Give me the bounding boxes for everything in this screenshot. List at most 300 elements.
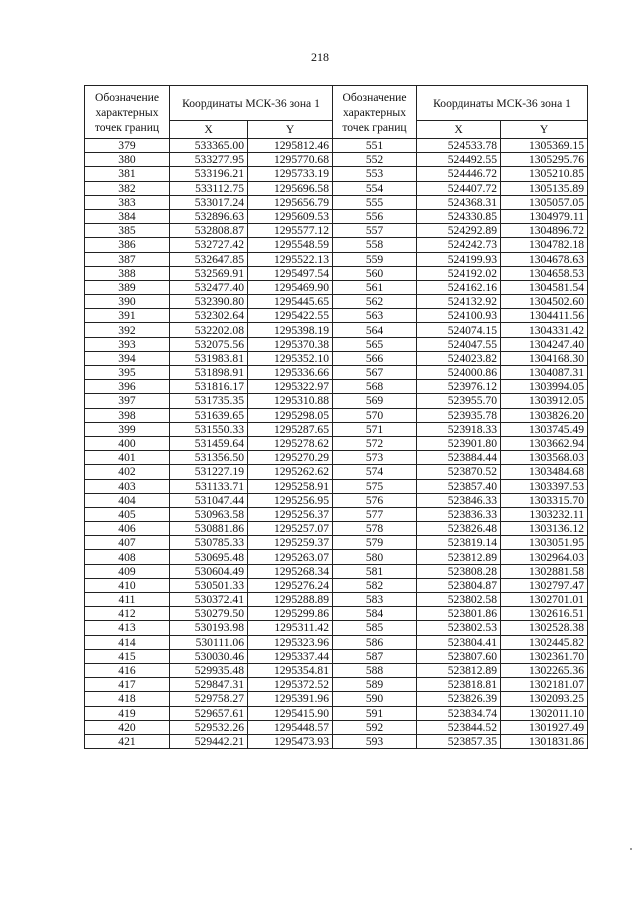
table-row bbox=[85, 734, 588, 748]
cell-y-right: 1304678.63 bbox=[501, 252, 588, 266]
cell-x-right: 523834.74 bbox=[417, 706, 501, 720]
cell-x-right: 523819.14 bbox=[417, 536, 501, 550]
cell-point-right: 581 bbox=[333, 564, 417, 578]
page-number: 218 bbox=[311, 50, 329, 64]
cell-x-left: 531459.64 bbox=[170, 436, 248, 450]
table-row bbox=[85, 621, 588, 635]
table-row bbox=[85, 295, 588, 309]
table-row bbox=[85, 578, 588, 592]
cell-y-left: 1295609.53 bbox=[248, 209, 333, 223]
table-row bbox=[85, 422, 588, 436]
cell-point-left: 395 bbox=[85, 366, 170, 380]
cell-point-left: 417 bbox=[85, 678, 170, 692]
cell-x-right: 524074.15 bbox=[417, 323, 501, 337]
cell-point-left: 408 bbox=[85, 550, 170, 564]
cell-x-right: 523802.53 bbox=[417, 621, 501, 635]
cell-point-left: 414 bbox=[85, 635, 170, 649]
cell-x-right: 523976.12 bbox=[417, 380, 501, 394]
cell-y-right: 1304168.30 bbox=[501, 351, 588, 365]
cell-x-right: 524292.89 bbox=[417, 224, 501, 238]
table-row bbox=[85, 224, 588, 238]
cell-point-right: 576 bbox=[333, 493, 417, 507]
cell-y-left: 1295445.65 bbox=[248, 295, 333, 309]
cell-point-right: 551 bbox=[333, 139, 417, 153]
cell-point-left: 390 bbox=[85, 295, 170, 309]
cell-y-left: 1295310.88 bbox=[248, 394, 333, 408]
table-row bbox=[85, 507, 588, 521]
cell-x-left: 532808.87 bbox=[170, 224, 248, 238]
table-row bbox=[85, 593, 588, 607]
cell-point-left: 421 bbox=[85, 734, 170, 748]
header-designation-left: Обозначение характерных точек границ bbox=[85, 86, 170, 139]
cell-point-right: 561 bbox=[333, 280, 417, 294]
cell-x-left: 532075.56 bbox=[170, 337, 248, 351]
cell-point-right: 571 bbox=[333, 422, 417, 436]
cell-point-left: 380 bbox=[85, 153, 170, 167]
cell-point-left: 420 bbox=[85, 720, 170, 734]
scan-dot bbox=[630, 848, 632, 850]
cell-x-left: 531047.44 bbox=[170, 493, 248, 507]
table-row bbox=[85, 564, 588, 578]
cell-point-right: 553 bbox=[333, 167, 417, 181]
cell-y-right: 1303994.05 bbox=[501, 380, 588, 394]
table-row bbox=[85, 635, 588, 649]
cell-x-left: 530279.50 bbox=[170, 607, 248, 621]
cell-x-left: 531639.65 bbox=[170, 408, 248, 422]
cell-x-right: 523844.52 bbox=[417, 720, 501, 734]
header-x-left: X bbox=[170, 121, 248, 139]
cell-point-right: 556 bbox=[333, 209, 417, 223]
cell-x-left: 532647.85 bbox=[170, 252, 248, 266]
cell-x-left: 530372.41 bbox=[170, 593, 248, 607]
cell-x-left: 531816.17 bbox=[170, 380, 248, 394]
cell-point-right: 580 bbox=[333, 550, 417, 564]
cell-x-right: 524368.31 bbox=[417, 195, 501, 209]
cell-x-right: 523804.41 bbox=[417, 635, 501, 649]
header-designation-right: Обозначение характерных точек границ bbox=[333, 86, 417, 139]
cell-y-right: 1305369.15 bbox=[501, 139, 588, 153]
cell-y-left: 1295259.37 bbox=[248, 536, 333, 550]
table-row bbox=[85, 692, 588, 706]
cell-y-left: 1295577.12 bbox=[248, 224, 333, 238]
cell-x-left: 531983.81 bbox=[170, 351, 248, 365]
cell-point-right: 585 bbox=[333, 621, 417, 635]
table-row bbox=[85, 706, 588, 720]
cell-point-right: 582 bbox=[333, 578, 417, 592]
cell-y-left: 1295696.58 bbox=[248, 181, 333, 195]
cell-x-left: 532896.63 bbox=[170, 209, 248, 223]
cell-x-right: 523812.89 bbox=[417, 550, 501, 564]
table-row bbox=[85, 479, 588, 493]
cell-x-right: 523857.35 bbox=[417, 734, 501, 748]
cell-y-left: 1295256.95 bbox=[248, 493, 333, 507]
cell-y-left: 1295770.68 bbox=[248, 153, 333, 167]
header-coord-system-left: Координаты МСК-36 зона 1 bbox=[170, 86, 333, 121]
table-row bbox=[85, 139, 588, 153]
table-row bbox=[85, 195, 588, 209]
cell-x-right: 523870.52 bbox=[417, 465, 501, 479]
cell-point-left: 407 bbox=[85, 536, 170, 550]
cell-x-left: 532477.40 bbox=[170, 280, 248, 294]
table-row bbox=[85, 465, 588, 479]
cell-y-right: 1302797.47 bbox=[501, 578, 588, 592]
cell-y-left: 1295372.52 bbox=[248, 678, 333, 692]
cell-point-left: 398 bbox=[85, 408, 170, 422]
cell-x-left: 533277.95 bbox=[170, 153, 248, 167]
cell-x-left: 531133.71 bbox=[170, 479, 248, 493]
cell-x-right: 523818.81 bbox=[417, 678, 501, 692]
cell-x-left: 529657.61 bbox=[170, 706, 248, 720]
cell-x-left: 532727.42 bbox=[170, 238, 248, 252]
cell-point-right: 568 bbox=[333, 380, 417, 394]
cell-x-left: 532302.64 bbox=[170, 309, 248, 323]
cell-y-left: 1295352.10 bbox=[248, 351, 333, 365]
cell-point-right: 565 bbox=[333, 337, 417, 351]
cell-x-right: 523826.48 bbox=[417, 522, 501, 536]
cell-point-left: 387 bbox=[85, 252, 170, 266]
cell-point-right: 572 bbox=[333, 436, 417, 450]
cell-y-right: 1301927.49 bbox=[501, 720, 588, 734]
cell-y-right: 1302011.10 bbox=[501, 706, 588, 720]
cell-y-right: 1303662.94 bbox=[501, 436, 588, 450]
table-row bbox=[85, 394, 588, 408]
cell-y-right: 1304581.54 bbox=[501, 280, 588, 294]
cell-point-left: 415 bbox=[85, 649, 170, 663]
table-body bbox=[85, 139, 588, 749]
table-row bbox=[85, 607, 588, 621]
cell-x-right: 524023.82 bbox=[417, 351, 501, 365]
cell-y-right: 1304782.18 bbox=[501, 238, 588, 252]
cell-x-right: 523857.40 bbox=[417, 479, 501, 493]
cell-x-right: 523955.70 bbox=[417, 394, 501, 408]
cell-x-right: 523808.28 bbox=[417, 564, 501, 578]
cell-point-right: 560 bbox=[333, 266, 417, 280]
cell-point-right: 562 bbox=[333, 295, 417, 309]
cell-x-right: 523935.78 bbox=[417, 408, 501, 422]
cell-point-right: 588 bbox=[333, 663, 417, 677]
cell-point-left: 400 bbox=[85, 436, 170, 450]
cell-y-left: 1295268.34 bbox=[248, 564, 333, 578]
cell-y-left: 1295398.19 bbox=[248, 323, 333, 337]
cell-x-right: 523807.60 bbox=[417, 649, 501, 663]
cell-y-right: 1305057.05 bbox=[501, 195, 588, 209]
cell-x-left: 530785.33 bbox=[170, 536, 248, 550]
cell-point-right: 555 bbox=[333, 195, 417, 209]
cell-y-left: 1295415.90 bbox=[248, 706, 333, 720]
cell-y-right: 1304502.60 bbox=[501, 295, 588, 309]
cell-x-right: 524533.78 bbox=[417, 139, 501, 153]
header-y-right: Y bbox=[501, 121, 588, 139]
cell-point-left: 402 bbox=[85, 465, 170, 479]
cell-y-right: 1302181.07 bbox=[501, 678, 588, 692]
cell-point-left: 379 bbox=[85, 139, 170, 153]
cell-y-right: 1301831.86 bbox=[501, 734, 588, 748]
cell-point-right: 584 bbox=[333, 607, 417, 621]
cell-point-right: 592 bbox=[333, 720, 417, 734]
table-row bbox=[85, 536, 588, 550]
cell-point-right: 591 bbox=[333, 706, 417, 720]
cell-point-left: 399 bbox=[85, 422, 170, 436]
cell-point-left: 381 bbox=[85, 167, 170, 181]
cell-point-right: 554 bbox=[333, 181, 417, 195]
cell-y-left: 1295391.96 bbox=[248, 692, 333, 706]
cell-y-right: 1304247.40 bbox=[501, 337, 588, 351]
cell-x-left: 529935.48 bbox=[170, 663, 248, 677]
table-row bbox=[85, 280, 588, 294]
cell-y-left: 1295337.44 bbox=[248, 649, 333, 663]
cell-y-right: 1305295.76 bbox=[501, 153, 588, 167]
cell-x-left: 530881.86 bbox=[170, 522, 248, 536]
cell-y-left: 1295262.62 bbox=[248, 465, 333, 479]
cell-x-right: 524132.92 bbox=[417, 295, 501, 309]
cell-point-right: 566 bbox=[333, 351, 417, 365]
table-row bbox=[85, 181, 588, 195]
cell-point-left: 413 bbox=[85, 621, 170, 635]
cell-y-right: 1303136.12 bbox=[501, 522, 588, 536]
cell-point-left: 383 bbox=[85, 195, 170, 209]
coordinates-table bbox=[84, 85, 588, 749]
cell-x-left: 532202.08 bbox=[170, 323, 248, 337]
cell-point-right: 575 bbox=[333, 479, 417, 493]
cell-point-right: 583 bbox=[333, 593, 417, 607]
table-row bbox=[85, 238, 588, 252]
table-row bbox=[85, 451, 588, 465]
cell-y-left: 1295288.89 bbox=[248, 593, 333, 607]
cell-y-right: 1305210.85 bbox=[501, 167, 588, 181]
cell-point-left: 392 bbox=[85, 323, 170, 337]
cell-x-right: 523884.44 bbox=[417, 451, 501, 465]
cell-y-left: 1295656.79 bbox=[248, 195, 333, 209]
cell-x-right: 524242.73 bbox=[417, 238, 501, 252]
cell-y-left: 1295323.96 bbox=[248, 635, 333, 649]
cell-point-right: 552 bbox=[333, 153, 417, 167]
table-row bbox=[85, 663, 588, 677]
header-x-right: X bbox=[417, 121, 501, 139]
cell-x-right: 524407.72 bbox=[417, 181, 501, 195]
table-row bbox=[85, 252, 588, 266]
cell-y-left: 1295448.57 bbox=[248, 720, 333, 734]
cell-y-right: 1304411.56 bbox=[501, 309, 588, 323]
cell-y-right: 1303826.20 bbox=[501, 408, 588, 422]
cell-y-right: 1304896.72 bbox=[501, 224, 588, 238]
cell-point-right: 590 bbox=[333, 692, 417, 706]
cell-x-right: 524446.72 bbox=[417, 167, 501, 181]
cell-y-right: 1303912.05 bbox=[501, 394, 588, 408]
cell-y-right: 1303484.68 bbox=[501, 465, 588, 479]
cell-x-right: 523918.33 bbox=[417, 422, 501, 436]
table-row bbox=[85, 351, 588, 365]
cell-x-left: 533196.21 bbox=[170, 167, 248, 181]
table-row bbox=[85, 408, 588, 422]
table-row bbox=[85, 167, 588, 181]
cell-y-left: 1295278.62 bbox=[248, 436, 333, 450]
cell-y-left: 1295276.24 bbox=[248, 578, 333, 592]
table-row bbox=[85, 209, 588, 223]
cell-y-right: 1304979.11 bbox=[501, 209, 588, 223]
cell-y-left: 1295336.66 bbox=[248, 366, 333, 380]
cell-point-right: 579 bbox=[333, 536, 417, 550]
cell-point-right: 570 bbox=[333, 408, 417, 422]
cell-point-right: 587 bbox=[333, 649, 417, 663]
cell-x-right: 524192.02 bbox=[417, 266, 501, 280]
table-row bbox=[85, 550, 588, 564]
cell-point-left: 409 bbox=[85, 564, 170, 578]
cell-y-right: 1302265.36 bbox=[501, 663, 588, 677]
cell-point-right: 563 bbox=[333, 309, 417, 323]
cell-point-left: 397 bbox=[85, 394, 170, 408]
cell-x-left: 530030.46 bbox=[170, 649, 248, 663]
cell-point-left: 404 bbox=[85, 493, 170, 507]
cell-x-right: 524492.55 bbox=[417, 153, 501, 167]
cell-x-right: 524330.85 bbox=[417, 209, 501, 223]
cell-y-right: 1302361.70 bbox=[501, 649, 588, 663]
cell-y-right: 1303051.95 bbox=[501, 536, 588, 550]
table-row bbox=[85, 323, 588, 337]
cell-x-left: 530193.98 bbox=[170, 621, 248, 635]
cell-point-left: 405 bbox=[85, 507, 170, 521]
cell-x-left: 533017.24 bbox=[170, 195, 248, 209]
cell-point-left: 401 bbox=[85, 451, 170, 465]
cell-y-right: 1305135.89 bbox=[501, 181, 588, 195]
cell-y-left: 1295422.55 bbox=[248, 309, 333, 323]
table-row bbox=[85, 649, 588, 663]
table-row bbox=[85, 153, 588, 167]
cell-point-left: 391 bbox=[85, 309, 170, 323]
cell-x-left: 530111.06 bbox=[170, 635, 248, 649]
cell-y-left: 1295257.07 bbox=[248, 522, 333, 536]
header-coord-system-right: Координаты МСК-36 зона 1 bbox=[417, 86, 588, 121]
cell-x-right: 524162.16 bbox=[417, 280, 501, 294]
table-row bbox=[85, 436, 588, 450]
cell-y-right: 1302701.01 bbox=[501, 593, 588, 607]
cell-y-right: 1304658.53 bbox=[501, 266, 588, 280]
cell-y-left: 1295522.13 bbox=[248, 252, 333, 266]
cell-point-left: 394 bbox=[85, 351, 170, 365]
table-row bbox=[85, 522, 588, 536]
cell-y-right: 1303397.53 bbox=[501, 479, 588, 493]
cell-point-right: 589 bbox=[333, 678, 417, 692]
cell-x-right: 523826.39 bbox=[417, 692, 501, 706]
cell-point-right: 559 bbox=[333, 252, 417, 266]
cell-y-left: 1295256.37 bbox=[248, 507, 333, 521]
table-row bbox=[85, 678, 588, 692]
cell-x-right: 524000.86 bbox=[417, 366, 501, 380]
cell-x-right: 524199.93 bbox=[417, 252, 501, 266]
cell-point-right: 577 bbox=[333, 507, 417, 521]
cell-y-left: 1295298.05 bbox=[248, 408, 333, 422]
cell-x-left: 531550.33 bbox=[170, 422, 248, 436]
cell-x-right: 524047.55 bbox=[417, 337, 501, 351]
cell-point-left: 418 bbox=[85, 692, 170, 706]
cell-x-left: 530963.58 bbox=[170, 507, 248, 521]
cell-point-left: 406 bbox=[85, 522, 170, 536]
cell-y-right: 1303568.03 bbox=[501, 451, 588, 465]
cell-y-left: 1295497.54 bbox=[248, 266, 333, 280]
cell-x-right: 523846.33 bbox=[417, 493, 501, 507]
cell-point-right: 573 bbox=[333, 451, 417, 465]
cell-point-right: 567 bbox=[333, 366, 417, 380]
cell-y-right: 1302445.82 bbox=[501, 635, 588, 649]
header-y-left: Y bbox=[248, 121, 333, 139]
cell-x-left: 531898.91 bbox=[170, 366, 248, 380]
table-row bbox=[85, 337, 588, 351]
cell-x-right: 523804.87 bbox=[417, 578, 501, 592]
cell-point-left: 411 bbox=[85, 593, 170, 607]
cell-y-right: 1303745.49 bbox=[501, 422, 588, 436]
cell-y-right: 1304331.42 bbox=[501, 323, 588, 337]
cell-x-right: 523812.89 bbox=[417, 663, 501, 677]
cell-y-left: 1295287.65 bbox=[248, 422, 333, 436]
cell-point-right: 569 bbox=[333, 394, 417, 408]
cell-point-right: 557 bbox=[333, 224, 417, 238]
cell-y-left: 1295311.42 bbox=[248, 621, 333, 635]
cell-x-left: 529532.26 bbox=[170, 720, 248, 734]
cell-point-left: 410 bbox=[85, 578, 170, 592]
cell-x-left: 529758.27 bbox=[170, 692, 248, 706]
cell-point-left: 419 bbox=[85, 706, 170, 720]
cell-x-right: 523801.86 bbox=[417, 607, 501, 621]
table-row bbox=[85, 266, 588, 280]
cell-y-left: 1295258.91 bbox=[248, 479, 333, 493]
cell-y-left: 1295354.81 bbox=[248, 663, 333, 677]
cell-x-left: 529847.31 bbox=[170, 678, 248, 692]
cell-x-left: 531356.50 bbox=[170, 451, 248, 465]
cell-point-right: 558 bbox=[333, 238, 417, 252]
cell-y-right: 1303232.11 bbox=[501, 507, 588, 521]
cell-x-right: 524100.93 bbox=[417, 309, 501, 323]
cell-x-left: 531735.35 bbox=[170, 394, 248, 408]
cell-y-right: 1302616.51 bbox=[501, 607, 588, 621]
cell-x-left: 530695.48 bbox=[170, 550, 248, 564]
cell-x-right: 523836.33 bbox=[417, 507, 501, 521]
cell-point-left: 385 bbox=[85, 224, 170, 238]
cell-x-left: 533365.00 bbox=[170, 139, 248, 153]
cell-point-left: 386 bbox=[85, 238, 170, 252]
cell-point-left: 412 bbox=[85, 607, 170, 621]
cell-point-left: 389 bbox=[85, 280, 170, 294]
table-row bbox=[85, 366, 588, 380]
cell-y-left: 1295322.97 bbox=[248, 380, 333, 394]
cell-y-right: 1302528.38 bbox=[501, 621, 588, 635]
cell-y-left: 1295548.59 bbox=[248, 238, 333, 252]
cell-x-left: 532569.91 bbox=[170, 266, 248, 280]
cell-y-left: 1295473.93 bbox=[248, 734, 333, 748]
cell-point-right: 593 bbox=[333, 734, 417, 748]
cell-y-left: 1295733.19 bbox=[248, 167, 333, 181]
cell-y-right: 1304087.31 bbox=[501, 366, 588, 380]
cell-point-left: 396 bbox=[85, 380, 170, 394]
cell-x-left: 530604.49 bbox=[170, 564, 248, 578]
table-row bbox=[85, 720, 588, 734]
cell-y-left: 1295263.07 bbox=[248, 550, 333, 564]
cell-point-left: 393 bbox=[85, 337, 170, 351]
cell-y-right: 1303315.70 bbox=[501, 493, 588, 507]
cell-x-left: 533112.75 bbox=[170, 181, 248, 195]
table-row bbox=[85, 309, 588, 323]
table-row bbox=[85, 493, 588, 507]
cell-x-left: 529442.21 bbox=[170, 734, 248, 748]
cell-point-right: 578 bbox=[333, 522, 417, 536]
cell-point-left: 382 bbox=[85, 181, 170, 195]
cell-point-right: 574 bbox=[333, 465, 417, 479]
cell-point-left: 388 bbox=[85, 266, 170, 280]
cell-point-right: 564 bbox=[333, 323, 417, 337]
cell-point-left: 384 bbox=[85, 209, 170, 223]
cell-x-right: 523802.58 bbox=[417, 593, 501, 607]
cell-point-left: 403 bbox=[85, 479, 170, 493]
cell-y-right: 1302881.58 bbox=[501, 564, 588, 578]
cell-y-left: 1295270.29 bbox=[248, 451, 333, 465]
